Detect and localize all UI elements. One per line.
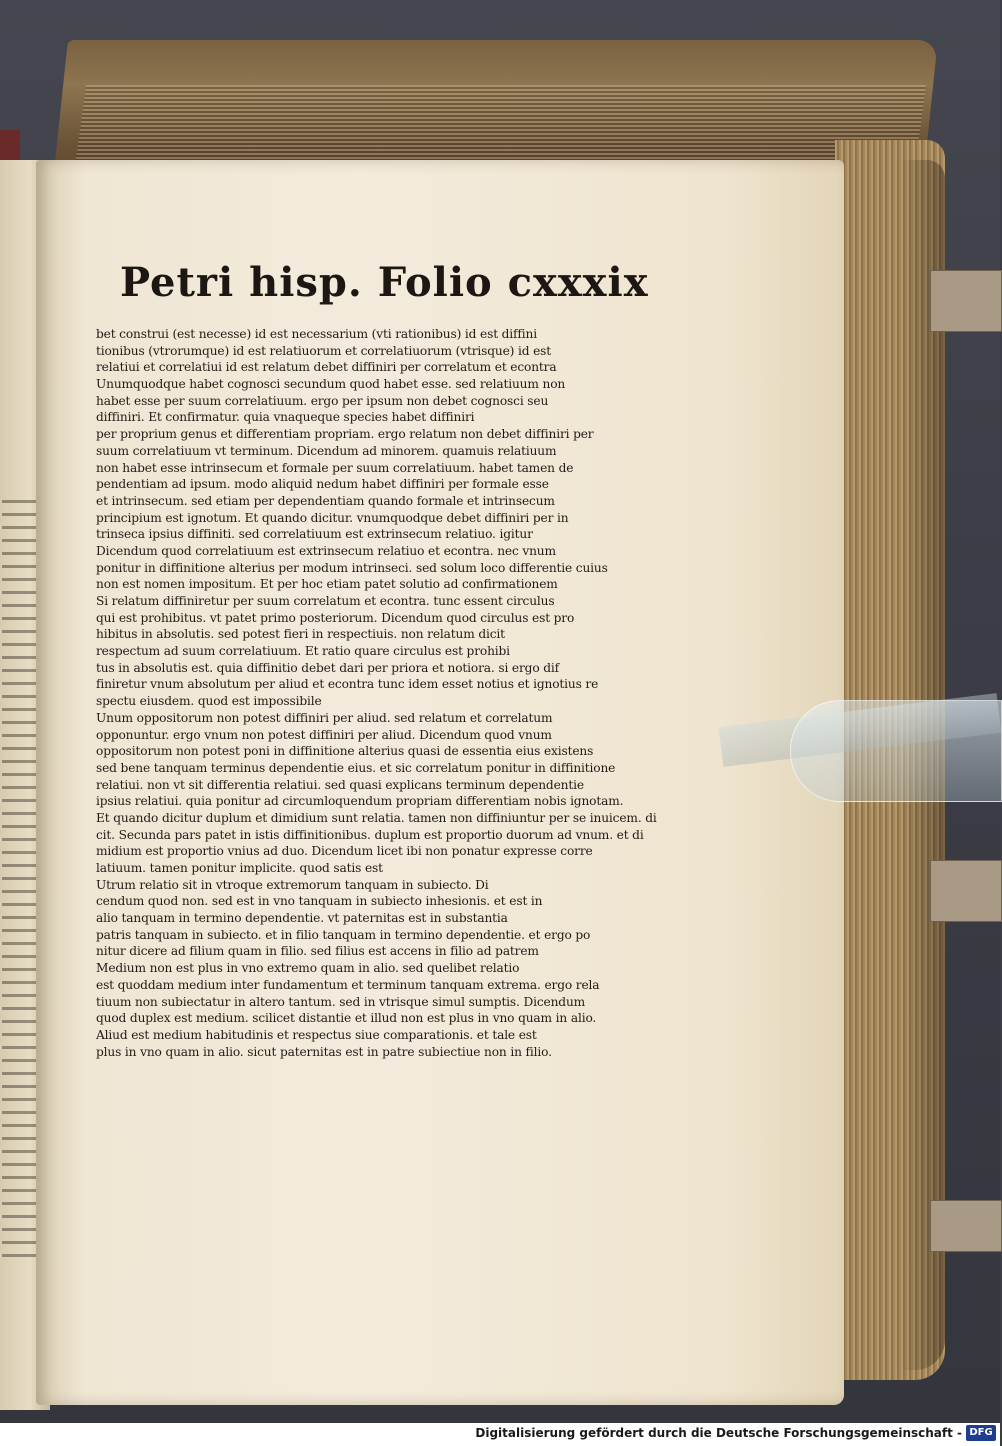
text-line: suum correlatiuum vt terminum. Dicendum ad minorem. quamuis relatiuum — [96, 443, 557, 458]
text-line: tiuum non subiectatur in altero tantum. sed in vtrisque simul sumptis. Dicendum — [96, 994, 586, 1009]
text-line: qui est prohibitus. vt patet primo posteriorum. Dicendum quod circulus est pro — [96, 610, 575, 625]
text-line: ponitur in diffinitione alterius per modum intrinseci. sed solum loco differentie cuius — [96, 560, 608, 575]
text-line: hibitus in absolutis. sed potest fieri in respectiuis. non relatum dicit — [96, 627, 505, 642]
text-line: Utrum relatio sit in vtroque extremorum tanquam in subiecto. Di — [96, 877, 489, 892]
text-line: nitur dicere ad filium quam in filio. sed filius est accens in filio ad patrem — [96, 944, 539, 959]
dfg-logo-icon: DFG — [966, 1425, 996, 1441]
glass-page-weight — [790, 700, 1002, 802]
text-line: finiretur vnum absolutum per aliud et econtra tunc idem esset notius et ignotius re — [96, 677, 599, 692]
text-line: Si relatum diffiniretur per suum correlatum et econtra. tunc essent circulus — [96, 594, 555, 608]
text-line: Unum oppositorum non potest diffiniri per aliud. sed relatum et correlatum — [96, 710, 553, 725]
text-line: cit. Secunda pars patet in istis diffinitionibus. duplum est proportio duorum ad vnum. et di — [96, 827, 644, 842]
text-line: latiuum. tamen ponitur implicite. quod satis est — [96, 861, 383, 875]
clasp-strap — [930, 1200, 1002, 1252]
funding-credit: Digitalisierung gefördert durch die Deutsche Forschungsgemeinschaft - — [475, 1426, 962, 1440]
text-line: Et quando dicitur duplum et dimidium sunt relatia. tamen non diffiniuntur per se inuicem. di — [96, 810, 657, 825]
text-line: Dicendum quod correlatiuum est extrinsecum relatiuo et econtra. nec vnum — [96, 543, 556, 558]
text-line: cendum quod non. sed est in vno tanquam in subiecto inhesionis. et est in — [96, 894, 543, 909]
text-line: Aliud est medium habitudinis et respectus siue comparationis. et tale est — [96, 1027, 537, 1042]
text-line: relatiui. non vt sit differentia relatiui. sed quasi explicans terminum dependentie — [96, 777, 584, 792]
text-line: alio tanquam in termino dependentie. vt paternitas est in substantia — [96, 911, 508, 926]
text-line: trinseca ipsius diffiniti. sed correlatiuum est extrinsecum relatiuo. igitur — [96, 527, 533, 542]
text-line: per proprium genus et differentiam propriam. ergo relatum non debet diffiniri per — [96, 427, 594, 442]
text-line: pendentiam ad ipsum. modo aliquid nedum habet diffiniri per formale esse — [96, 477, 549, 492]
text-line: plus in vno quam in alio. sicut paternitas est in patre subiectiue non in filio. — [96, 1044, 552, 1059]
text-line: non est nomen impositum. Et per hoc etiam patet solutio ad confirmationem — [96, 577, 558, 592]
text-line: opponuntur. ergo vnum non potest diffiniri per aliud. Dicendum quod vnum — [96, 727, 552, 742]
text-line: midium est proportio vnius ad duo. Dicendum licet ibi non ponatur expresse corre — [96, 844, 593, 859]
text-line: principium est ignotum. Et quando dicitur. vnumquodque debet diffiniri per in — [96, 510, 569, 525]
text-line: tionibus (vtrorumque) id est relatiuorum et correlatiuorum (vtrisque) id est — [96, 343, 551, 358]
text-line: spectu eiusdem. quod est impossibile — [96, 694, 322, 709]
left-page-text-fragment — [2, 500, 38, 1260]
text-line: diffiniri. Et confirmatur. quia vnaqueque species habet diffiniri — [96, 410, 475, 425]
text-line: bet construi (est necesse) id est necessarium (vti rationibus) id est diffini — [96, 327, 537, 341]
text-line: Medium non est plus in vno extremo quam in alio. sed quelibet relatio — [96, 961, 520, 976]
clasp-strap — [930, 860, 1002, 922]
text-line: quod duplex est medium. scilicet distantie et illud non est plus in vno quam in alio. — [96, 1011, 597, 1026]
text-line: oppositorum non potest poni in diffinitione alterius quasi de essentia eius existens — [96, 744, 594, 759]
clasp-strap — [930, 270, 1002, 332]
text-line: sed bene tanquam terminus dependentie eius. et sic correlatum ponitur in diffinitione — [96, 760, 616, 775]
text-line: et intrinsecum. sed etiam per dependentiam quando formale et intrinsecum — [96, 493, 555, 508]
text-line: habet esse per suum correlatiuum. ergo per ipsum non debet cognosci seu — [96, 393, 549, 408]
text-line: Unumquodque habet cognosci secundum quod habet esse. sed relatiuum non — [96, 377, 566, 392]
page-text — [96, 326, 657, 1196]
text-line: tus in absolutis est. quia diffinitio debet dari per priora et notiora. si ergo dif — [96, 660, 559, 675]
text-line: relatiui et correlatiui id est relatum debet diffiniri per correlatum et econtra — [96, 360, 557, 375]
text-line: respectum ad suum correlatiuum. Et ratio quare circulus est prohibi — [96, 644, 510, 659]
running-head: Petri hisp. Folio cxxxix — [120, 259, 649, 306]
text-line: ipsius relatiui. quia ponitur ad circumloquendum propriam differentiam nobis ignotam. — [96, 794, 624, 809]
text-line: patris tanquam in subiecto. et in filio tanquam in termino dependentie. et ergo po — [96, 927, 591, 942]
text-line: est quoddam medium inter fundamentum et terminum tanquam extrema. ergo rela — [96, 977, 600, 992]
text-line: non habet esse intrinsecum et formale per suum correlatiuum. habet tamen de — [96, 460, 574, 475]
